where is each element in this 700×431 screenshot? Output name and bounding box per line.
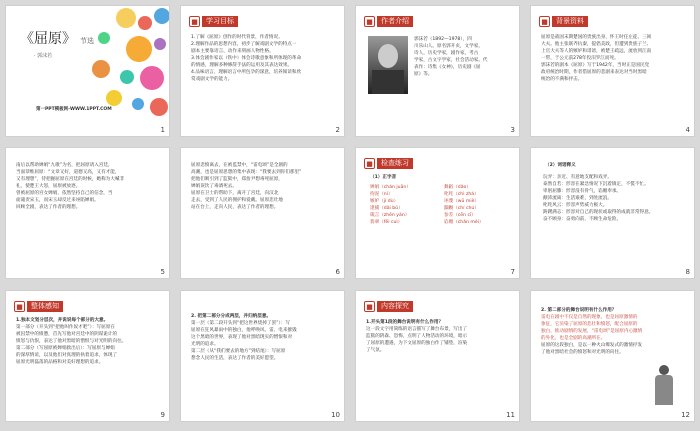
decorative-dots <box>76 6 170 137</box>
slide-thumbnail-2[interactable] <box>180 5 345 137</box>
slide-thumbnail-7[interactable] <box>355 147 520 279</box>
slide-number: 4 <box>685 126 690 134</box>
slide-thumbnail-3[interactable] <box>355 5 520 137</box>
figure-illustration <box>649 365 679 409</box>
book-icon: ■ <box>539 16 550 27</box>
slide-number: 10 <box>331 411 340 419</box>
slide-number: 1 <box>160 126 165 134</box>
pinyin-list-left: 婵娟（chán juān） 拘泥（nì） 嫉妒（jí dù） 逮捕（dǎi bǔ） 箴言（zhēn yán） 翡翠（fěi cuì） <box>370 185 411 225</box>
body-text: 2. 把第二部分分成两层，并归纳层意。 第一层（第二段开头到“把这世界烧掉了罢”）：写 屈原在狂风暴雨中的独白，他呼唤风、雷、电来摧毁 这个黑暗的世界，表现了他对黑暗现实的憎恨和对 光明的追求。 第二层（从“我们要去的地方”到结尾）：写屈原 想念人民的生活，表达了作者的美好愿望。 <box>191 314 297 361</box>
pinyin-list-right: 舞蹈（dǎo） 叱咤（chì zhà） 诬蔑（wū miè） 踟蹰（chí chú） 参差（cēn cī） 谄媚（chǎn mèi） <box>444 185 484 225</box>
slide-number: 12 <box>681 411 690 419</box>
book-icon: ■ <box>189 16 200 27</box>
slide-number: 8 <box>685 268 690 276</box>
slide-thumbnail-11[interactable] <box>355 290 520 422</box>
author-portrait <box>368 36 408 94</box>
section-header: ■ 背景资料 <box>539 16 588 27</box>
slide-thumbnail-6[interactable] <box>180 147 345 279</box>
search-icon: ■ <box>364 301 375 312</box>
author-name: · 郭沫若 <box>34 53 53 59</box>
body-text: 1.了解《屈原》创作的时代背景，作者情况。 2.理解作品的思想内容，初步了解戏剧文学的特点一 剧本主要靠语言、动作来刻画人物性格。 3.体会剧作家以（铁中）体会诗歌意象和所体现的革命 的情感，理解多种修辞手法的运用及其表达效果。 4.品味语言，理解语言中所包孕的深意，培养阅读和欣 赏戏剧文学的能力。 <box>191 35 302 82</box>
section-header: ■ 内容探究 <box>364 301 413 312</box>
section-header: ■ 检查练习 <box>364 158 413 169</box>
slide-number: 9 <box>160 411 165 419</box>
slide-number: 11 <box>506 411 515 419</box>
slide-thumbnail-12[interactable] <box>530 290 695 422</box>
subsection-title: （2）词语释义 <box>545 163 576 168</box>
book-icon: ■ <box>14 301 25 312</box>
watermark-text: 第一PPT模板网-WWW.1PPT.COM <box>36 107 112 112</box>
body-text: 屈原是战国末期楚国的贵族出身，怀王时任左徒、三闾 大夫。他主张联齐抗秦，提倡美政，但遭到贵族子兰、 上官大夫等人的嫉妒和诽谤，被楚王疏远，流放到江南 一带，于公元前278年投汨罗江而死。 郭沫若的剧本《屈原》写于1942年，当时正是国民党 政府统治时期，作者借屈原的悲剧来表达对当时黑暗 统治的不满和抨击。 <box>541 35 652 82</box>
slide-number: 7 <box>510 268 515 276</box>
slide-thumbnail-4[interactable] <box>530 5 695 137</box>
body-text: 屈原悲愤离去，在被监禁中，“雷电颂”是全剧的 高潮，也是屈原思想的集中表现：“我要去到你们那里” 把他们吸引到了监狱中，郑詹尹想毒死屈原， 婵娟误饮了毒酒死去。 屈原在卫士的帮助下，离开了宫廷，向汉北 走去，受到了人民的拥护和爱戴。屈原悲壮地 站在台上，走向人民，表达了作者的理想。 <box>191 163 302 210</box>
body-text: 2. 第二部分的舞台说明有什么作用？ 雷电在剧中不仅是自然的现象，也是屈原激情的 象征，它渲染了屈原的悲壮和愤怒，配合屈原的 独白，推动剧情的发展，“雷电颂”是屈原内心激情 的外化，也是全剧的高潮所在。 屈原的这段独白，是以一种火山爆发式的激情抒发 了他对黑暗社会的愤怒和对光明的向往。 <box>541 308 643 355</box>
subsection-title: （1）正字音 <box>370 175 397 180</box>
section-header: ■ 学习目标 <box>189 16 238 27</box>
body-text: 郭沫若（1892—1978），四 川乐山人。原名郭开贞，文学家， 诗人，历史学家，剧作家，考古 学家，古文字学家，社会活动家。代 表作：诗集《女神》，历史剧《屈 原》等。 <box>414 37 488 77</box>
slide-number: 6 <box>335 268 340 276</box>
slide-number: 3 <box>510 126 515 134</box>
body-text: 玩弄：亲近、有意地支配和戏弄。 泰然自若：形容在紧急情况下沉着镇定，不慌不忙。 卑躬屈膝：形容没有骨气，谄媚奉承。 颠沛流离：生活艰难，到处流浪。 叱咤风云：形容声势威力极大。 踌躇满志：形容对自己的现状或取得的成就非常得意。 奋不顾身：奋勇向前，不顾生命危险。 <box>543 175 654 222</box>
body-text: 南后以帮助婵娟“九歌”为名，把屈原请入宫廷， 当面恭维屈原：“文章又好，道德又高，又有才能， 又有理想”，待把握屈原在宫廷的时候，她称为大喊非 礼，使楚王大怒，屈原被放逐。 曾被屈原的宫女婵娟，依然坚持自己的信念，当 面谴责宋玉，而宋玉却反过来诬陷婵娟。 回顾全剧，表达了作者的理想。 <box>16 163 125 210</box>
slide-number: 2 <box>335 126 340 134</box>
slide-thumbnail-5[interactable] <box>5 147 170 279</box>
check-icon: ■ <box>364 158 375 169</box>
person-icon: ■ <box>364 16 375 27</box>
slide-thumbnail-1[interactable] <box>5 5 170 137</box>
slide-thumbnail-8[interactable] <box>530 147 695 279</box>
section-header: ■ 整体感知 <box>14 301 63 312</box>
slide-number: 5 <box>160 268 165 276</box>
slide-thumbnail-10[interactable] <box>180 290 345 422</box>
body-text: 1.开头第1段的舞台说明有什么作用？ 这一段文字用简练的语言描写了舞台布景，写出了 监狱的阴森、恐怖，点明了人物活动的环境，暗示 了屈原的遭遇，为下文屈原的独白作了铺垫，渲染 了气氛。 <box>366 320 468 353</box>
body-text: 1.独本文划分层次，并说说每个部分的大意。 第一部分（开头到“把他叫作奴才吧”）：写屈原在 被囚禁中的愤懑，首先写他对宫廷中的阴谋诡计的 愤怒与仇恨，表达了他对黑暗的憎恨与对光明的向往。 第二部分（写屈原被婵娟救出后）：写屈原与婵娟 的深厚情谊，以及他们对真理的执着追求，体现了 屈原光明磊落的品格和对美好理想的追求。 <box>16 318 127 365</box>
section-header: ■ 作者介绍 <box>364 16 413 27</box>
slide-thumbnail-9[interactable] <box>5 290 170 422</box>
page-title: 《屈原》 节选 <box>20 31 94 47</box>
